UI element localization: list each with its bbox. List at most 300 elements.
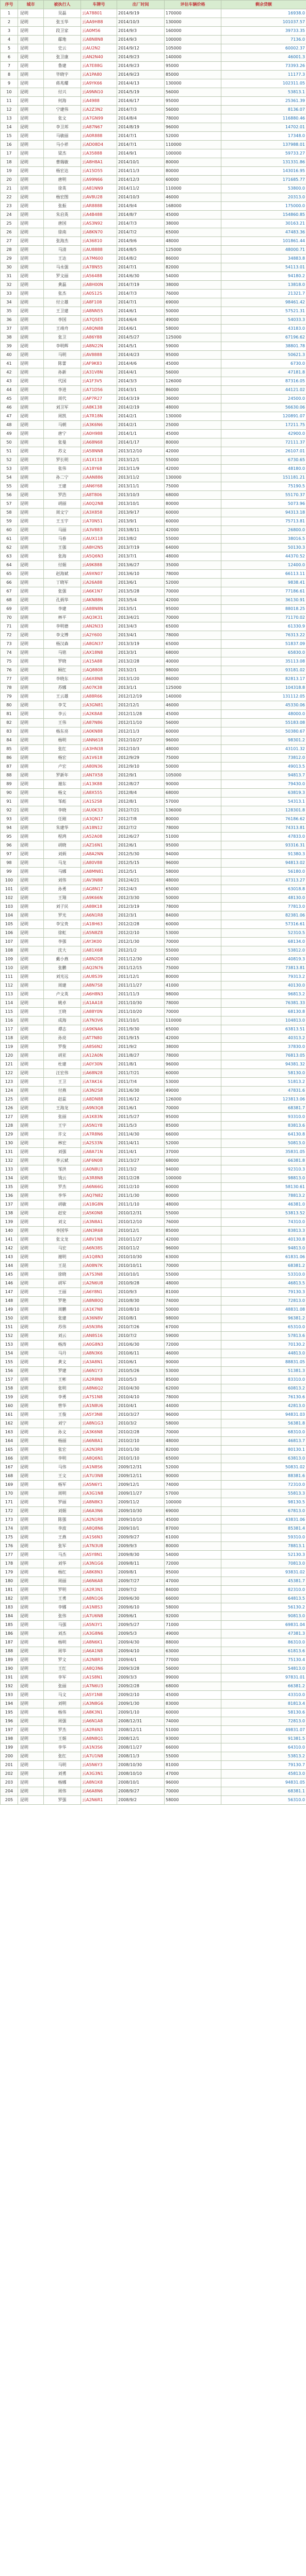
row-index: 187 — [1, 1638, 18, 1647]
table-row — [1, 509, 306, 517]
row-plate: 云AN6Y68 — [81, 482, 117, 491]
table-row — [1, 1069, 306, 1078]
table-row — [1, 149, 306, 158]
table-row — [1, 1717, 306, 1726]
row-city: 昆明 — [18, 1130, 44, 1139]
row-plate: 云AQ2N76 — [81, 964, 117, 973]
row-date: 2013/9/1 — [117, 517, 165, 526]
row-price: 37000 — [165, 1148, 221, 1157]
row-plate: 云A18G8N — [81, 1200, 117, 1209]
row-plate: 云A2N6R1 — [81, 1796, 117, 1805]
row-city: 昆明 — [18, 1761, 44, 1770]
row-loan: 26107.01 — [221, 447, 306, 456]
row-city: 昆明 — [18, 990, 44, 999]
row-date: 2011/8/27 — [117, 1052, 165, 1060]
row-city: 昆明 — [18, 1551, 44, 1560]
row-person: 谭志 — [44, 1025, 81, 1034]
row-date: 2014/6/4 — [117, 316, 165, 325]
row-date: 2012/7/2 — [117, 824, 165, 833]
row-loan: 94831.03 — [221, 1411, 306, 1419]
row-plate: 云AD08D4 — [81, 141, 117, 149]
row-person: 王燕 — [44, 1533, 81, 1542]
row-index: 16 — [1, 141, 18, 149]
row-person: 李云斌 — [44, 1157, 81, 1165]
row-loan: 137988.01 — [221, 141, 306, 149]
row-date: 2013/6/1 — [117, 579, 165, 587]
row-plate: 云A0Y30N — [81, 1060, 117, 1069]
row-date: 2013/5/4 — [117, 596, 165, 605]
table-row — [1, 1700, 306, 1708]
row-price: 48000 — [165, 237, 221, 246]
row-loan: 61831.06 — [221, 1253, 306, 1262]
row-city: 昆明 — [18, 684, 44, 692]
row-loan: 69831.04 — [221, 1621, 306, 1630]
row-city: 昆明 — [18, 727, 44, 736]
row-person: 陈蕾 — [44, 360, 81, 368]
row-plate: 云A8N7S8 — [81, 981, 117, 990]
table-row — [1, 990, 306, 999]
table-row — [1, 62, 306, 71]
row-plate: 云A1N8S3 — [81, 1603, 117, 1612]
row-person: 戴小燕 — [44, 955, 81, 964]
row-date: 2009/10/10 — [117, 1516, 165, 1524]
row-loan: 48831.08 — [221, 1306, 306, 1314]
row-price: 70000 — [165, 614, 221, 622]
row-date: 2010/9/3 — [117, 1288, 165, 1297]
row-index: 170 — [1, 1489, 18, 1498]
row-plate: 云A9N3Q8 — [81, 1104, 117, 1113]
row-date: 2009/5/3 — [117, 1630, 165, 1638]
row-person: 赵安 — [44, 1209, 81, 1218]
row-date: 2014/1/1 — [117, 430, 165, 438]
row-person: 王海龙 — [44, 1104, 81, 1113]
table-row — [1, 1095, 306, 1104]
row-person: 李华 — [44, 1743, 81, 1752]
row-date: 2014/4/1 — [117, 368, 165, 377]
row-loan: 101861.44 — [221, 237, 306, 246]
row-index: 88 — [1, 771, 18, 780]
row-date: 2014/7/1 — [117, 132, 165, 141]
row-loan: 88018.25 — [221, 605, 306, 614]
row-person: 王云雄 — [44, 692, 81, 701]
row-person: 周凯 — [44, 412, 81, 421]
row-person: 罗晓 — [44, 657, 81, 666]
row-price: 100000 — [165, 1498, 221, 1507]
row-person: 苏娜 — [44, 684, 81, 692]
row-date: 2008/12/31 — [117, 1717, 165, 1726]
row-loan: 64813.5 — [221, 1595, 306, 1603]
row-plate: 云A3N8G6 — [81, 1700, 117, 1708]
row-loan: 48000.71 — [221, 246, 306, 255]
row-person: 刘杰 — [44, 1630, 81, 1638]
row-person: 罗明 — [44, 1586, 81, 1595]
row-person: 李晓东 — [44, 675, 81, 684]
row-person: 张海杰 — [44, 237, 81, 246]
row-plate: 云A36810 — [81, 237, 117, 246]
row-index: 2 — [1, 18, 18, 27]
row-city: 昆明 — [18, 184, 44, 193]
table-row — [1, 570, 306, 579]
row-date: 2014/6/1 — [117, 307, 165, 316]
row-plate: 云A3A8N1 — [81, 1358, 117, 1367]
row-city: 昆明 — [18, 9, 44, 18]
row-plate: 云A3K6N8 — [81, 1428, 117, 1437]
row-city: 昆明 — [18, 824, 44, 833]
row-city: 昆明 — [18, 955, 44, 964]
table-row — [1, 430, 306, 438]
row-loan: 79130.7 — [221, 1761, 306, 1770]
row-city: 昆明 — [18, 263, 44, 272]
row-price: 46000 — [165, 193, 221, 202]
row-price: 95000 — [165, 97, 221, 106]
row-plate: 云A3N1G6 — [81, 1560, 117, 1568]
row-city: 昆明 — [18, 1192, 44, 1200]
row-price: 45000 — [165, 360, 221, 368]
row-date: 2014/4/6 — [117, 360, 165, 368]
row-index: 163 — [1, 1428, 18, 1437]
table-row — [1, 325, 306, 333]
row-plate: 云A4B488 — [81, 211, 117, 219]
table-row — [1, 517, 306, 526]
table-row — [1, 447, 306, 456]
row-person: 马娜 — [44, 868, 81, 876]
row-person: 王伟 — [44, 719, 81, 727]
row-city: 昆明 — [18, 1673, 44, 1682]
row-plate: 云A8N80Q — [81, 1297, 117, 1306]
row-index: 81 — [1, 710, 18, 719]
table-row — [1, 1612, 306, 1621]
row-date: 2011/11/3 — [117, 990, 165, 999]
row-date: 2014/7/3 — [117, 219, 165, 228]
row-price: 52000 — [165, 132, 221, 141]
table-row — [1, 316, 306, 325]
row-price: 58000 — [165, 1419, 221, 1428]
table-row — [1, 412, 306, 421]
row-city: 昆明 — [18, 745, 44, 754]
row-date: 2009/12/31 — [117, 1463, 165, 1472]
row-plate: 云AG8N17 — [81, 885, 117, 894]
row-loan: 70813.0 — [221, 1560, 306, 1568]
row-plate: 云A8Q8N6 — [81, 1524, 117, 1533]
row-loan: 63813.51 — [221, 1025, 306, 1034]
row-city: 昆明 — [18, 675, 44, 684]
row-index: 27 — [1, 237, 18, 246]
row-loan: 75190.5 — [221, 482, 306, 491]
row-plate: 云A80V88 — [81, 859, 117, 868]
table-row — [1, 281, 306, 290]
row-date: 2011/9/15 — [117, 1034, 165, 1043]
table-row — [1, 1524, 306, 1533]
row-person: 刘娟 — [44, 1507, 81, 1516]
row-loan: 13818.0 — [221, 281, 306, 290]
row-plate: 云A8K138 — [81, 403, 117, 412]
row-person: 姚卓 — [44, 999, 81, 1008]
row-plate: 云AZ16N1 — [81, 841, 117, 850]
row-date: 2012/2/10 — [117, 929, 165, 938]
table-row — [1, 1253, 306, 1262]
table-row — [1, 701, 306, 710]
row-index: 41 — [1, 360, 18, 368]
row-plate: 云A5Y3N8 — [81, 1411, 117, 1419]
row-price: 90000 — [165, 1472, 221, 1481]
row-date: 2011/12/30 — [117, 955, 165, 964]
row-date: 2009/3/3 — [117, 1673, 165, 1682]
row-index: 139 — [1, 1218, 18, 1227]
row-loan: 63813.0 — [221, 1454, 306, 1463]
table-row — [1, 587, 306, 596]
row-person: 张玉华 — [44, 18, 81, 27]
table-row — [1, 1183, 306, 1192]
row-plate: 云AQ8808 — [81, 666, 117, 675]
row-city: 昆明 — [18, 1560, 44, 1568]
table-row — [1, 1244, 306, 1253]
row-plate: 云A8N1Q6 — [81, 1595, 117, 1603]
row-loan: 38801.78 — [221, 342, 306, 351]
row-loan: 94813.7 — [221, 771, 306, 780]
row-person: 周华 — [44, 1647, 81, 1656]
row-plate: 云A8N1G3 — [81, 1419, 117, 1428]
row-price: 76000 — [165, 290, 221, 298]
row-price: 100000 — [165, 36, 221, 44]
row-date: 2010/11/27 — [117, 1235, 165, 1244]
table-row — [1, 1533, 306, 1542]
row-index: 72 — [1, 631, 18, 640]
row-person: 李艾 — [44, 701, 81, 710]
row-city: 昆明 — [18, 1043, 44, 1052]
table-row — [1, 1647, 306, 1656]
row-plate: 云AU2N2 — [81, 44, 117, 53]
row-city: 昆明 — [18, 1735, 44, 1743]
row-city: 昆明 — [18, 132, 44, 141]
row-date: 2013/4/3 — [117, 622, 165, 631]
row-loan: 54813.0 — [221, 1665, 306, 1673]
row-index: 46 — [1, 403, 18, 412]
row-city: 昆明 — [18, 438, 44, 447]
row-plate: 云A4988 — [81, 97, 117, 106]
table-row — [1, 806, 306, 815]
row-city: 昆明 — [18, 1104, 44, 1113]
row-index: 19 — [1, 167, 18, 176]
row-loan: 79130.3 — [221, 1288, 306, 1297]
row-city: 昆明 — [18, 1095, 44, 1104]
row-loan: 154860.85 — [221, 211, 306, 219]
row-price: 55000 — [165, 456, 221, 465]
row-index: 171 — [1, 1498, 18, 1507]
row-plate: 云A3K6N6 — [81, 421, 117, 430]
row-index: 4 — [1, 36, 18, 44]
row-price: 85000 — [165, 1122, 221, 1130]
row-city: 昆明 — [18, 1419, 44, 1428]
row-index: 108 — [1, 946, 18, 955]
row-index: 140 — [1, 1227, 18, 1235]
row-plate: 云AF6N08 — [81, 1157, 117, 1165]
row-plate: 云AU8888 — [81, 246, 117, 255]
row-loan: 72310.0 — [221, 1481, 306, 1489]
row-loan: 5073.96 — [221, 500, 306, 509]
row-person: 李云 — [44, 710, 81, 719]
row-city: 昆明 — [18, 570, 44, 579]
row-index: 15 — [1, 132, 18, 141]
row-loan: 44370.52 — [221, 552, 306, 561]
row-price: 74000 — [165, 1481, 221, 1489]
row-loan: 57316.61 — [221, 920, 306, 929]
row-index: 87 — [1, 762, 18, 771]
row-person: 唐宁 — [44, 430, 81, 438]
row-person: 罗文 — [44, 1656, 81, 1665]
table-row — [1, 1025, 306, 1034]
row-city: 昆明 — [18, 1376, 44, 1384]
row-price: 48000 — [165, 745, 221, 754]
row-index: 101 — [1, 885, 18, 894]
table-row — [1, 1489, 306, 1498]
table-row — [1, 246, 306, 255]
row-person: 段卫家 — [44, 27, 81, 36]
row-index: 60 — [1, 526, 18, 535]
row-price: 86000 — [165, 255, 221, 263]
row-person: 李勇 — [44, 1393, 81, 1402]
row-loan: 47181.8 — [221, 368, 306, 377]
row-city: 昆明 — [18, 1454, 44, 1463]
row-index: 13 — [1, 114, 18, 123]
row-city: 昆明 — [18, 903, 44, 911]
row-plate: 云A8N8N8 — [81, 36, 117, 44]
row-date: 2009/12/1 — [117, 1481, 165, 1489]
row-plate: 云AN8S16 — [81, 1332, 117, 1341]
row-date: 2013/2/1 — [117, 666, 165, 675]
table-row — [1, 184, 306, 193]
row-plate: 云A78N55 — [81, 263, 117, 272]
table-row — [1, 1034, 306, 1043]
row-price: 84000 — [165, 1586, 221, 1595]
row-city: 昆明 — [18, 1472, 44, 1481]
row-date: 2009/11/2 — [117, 1498, 165, 1507]
row-person: 顾红 — [44, 666, 81, 675]
row-plate: 云A9XN07 — [81, 570, 117, 579]
row-price: 42000 — [165, 596, 221, 605]
row-date: 2009/2/28 — [117, 1682, 165, 1691]
row-plate: 云A6X8N8 — [81, 675, 117, 684]
row-plate: 云A6Y8N1 — [81, 1288, 117, 1297]
row-date: 2008/11/27 — [117, 1743, 165, 1752]
row-index: 23 — [1, 202, 18, 211]
row-date: 2014/5/19 — [117, 88, 165, 97]
row-person: 代国 — [44, 377, 81, 386]
row-person: 宁建伟 — [44, 106, 81, 114]
row-date: 2010/10/11 — [117, 1262, 165, 1270]
row-loan: 54313.1 — [221, 798, 306, 806]
table-row — [1, 1297, 306, 1306]
row-price: 140000 — [165, 53, 221, 62]
row-person: 徐虹 — [44, 929, 81, 938]
row-plate: 云A2K8A8 — [81, 710, 117, 719]
row-price: 58000 — [165, 325, 221, 333]
header-loan: 剩余贷额 — [221, 1, 306, 9]
row-city: 昆明 — [18, 71, 44, 79]
row-price: 52000 — [165, 579, 221, 587]
row-plate: 云A2R6N3 — [81, 1726, 117, 1735]
row-plate: 云A6N1R8 — [81, 911, 117, 920]
row-person: 马文 — [44, 1691, 81, 1700]
row-date: 2012/8/27 — [117, 780, 165, 789]
row-person: 王建 — [44, 482, 81, 491]
row-date: 2013/7/1 — [117, 552, 165, 561]
row-city: 昆明 — [18, 526, 44, 535]
table-row — [1, 193, 306, 202]
row-loan: 64130.8 — [221, 1130, 306, 1139]
row-person: 罗浩 — [44, 491, 81, 500]
row-loan: 128301.8 — [221, 806, 306, 815]
row-date: 2010/3/2 — [117, 1419, 165, 1428]
row-loan: 40819.3 — [221, 955, 306, 964]
table-body — [1, 9, 306, 1805]
row-date: 2008/12/1 — [117, 1735, 165, 1743]
row-index: 33 — [1, 290, 18, 298]
row-person: 王翔 — [44, 894, 81, 903]
row-date: 2009/10/30 — [117, 1507, 165, 1516]
row-plate: 云A6N1A8 — [81, 1717, 117, 1726]
row-city: 昆明 — [18, 325, 44, 333]
row-index: 58 — [1, 509, 18, 517]
row-price: 87000 — [165, 1524, 221, 1533]
row-plate: 云AN2N40 — [81, 53, 117, 62]
row-index: 184 — [1, 1612, 18, 1621]
row-person: 张宏 — [44, 1446, 81, 1454]
row-plate: 云A1X118 — [81, 456, 117, 465]
row-loan: 83813.3 — [221, 1227, 306, 1235]
row-date: 2014/6/1 — [117, 325, 165, 333]
row-person: 梁杰 — [44, 149, 81, 158]
row-person: 赵蕊 — [44, 1095, 81, 1104]
row-plate: 云A7E88G — [81, 62, 117, 71]
row-person: 马宏 — [44, 1244, 81, 1253]
row-price: 63000 — [165, 1647, 221, 1656]
row-price: 48000 — [165, 1279, 221, 1288]
row-loan: 97831.01 — [221, 1673, 306, 1682]
row-date: 2011/2/28 — [117, 1174, 165, 1183]
row-date: 2014/9/12 — [117, 44, 165, 53]
row-price: 60000 — [165, 509, 221, 517]
row-loan: 52130.3 — [221, 1551, 306, 1560]
row-date: 2009/7/27 — [117, 1577, 165, 1586]
row-price: 90000 — [165, 1358, 221, 1367]
row-date: 2012/10/3 — [117, 745, 165, 754]
row-price: 44000 — [165, 1402, 221, 1411]
row-price: 170000 — [165, 9, 221, 18]
row-price: 42000 — [165, 1034, 221, 1043]
row-person: 王强 — [44, 544, 81, 552]
table-row — [1, 1139, 306, 1148]
row-city: 昆明 — [18, 946, 44, 955]
row-loan: 90813.0 — [221, 1612, 306, 1621]
row-loan: 143016.95 — [221, 167, 306, 176]
row-loan: 20313.0 — [221, 193, 306, 202]
row-price: 48000 — [165, 876, 221, 885]
row-city: 昆明 — [18, 202, 44, 211]
row-index: 85 — [1, 745, 18, 754]
row-person: 卢文英 — [44, 990, 81, 999]
row-city: 昆明 — [18, 88, 44, 97]
row-plate: 云A6N66G — [81, 1183, 117, 1192]
row-price: 94000 — [165, 850, 221, 859]
row-city: 昆明 — [18, 1603, 44, 1612]
row-plate: 云A6A3N6 — [81, 1507, 117, 1516]
row-plate: 云A6H8N3 — [81, 990, 117, 999]
row-price: 53000 — [165, 929, 221, 938]
row-price: 110000 — [165, 141, 221, 149]
row-price: 54000 — [165, 1551, 221, 1560]
row-loan: 52310.5 — [221, 929, 306, 938]
row-plate: 云A7U1N8 — [81, 1752, 117, 1761]
